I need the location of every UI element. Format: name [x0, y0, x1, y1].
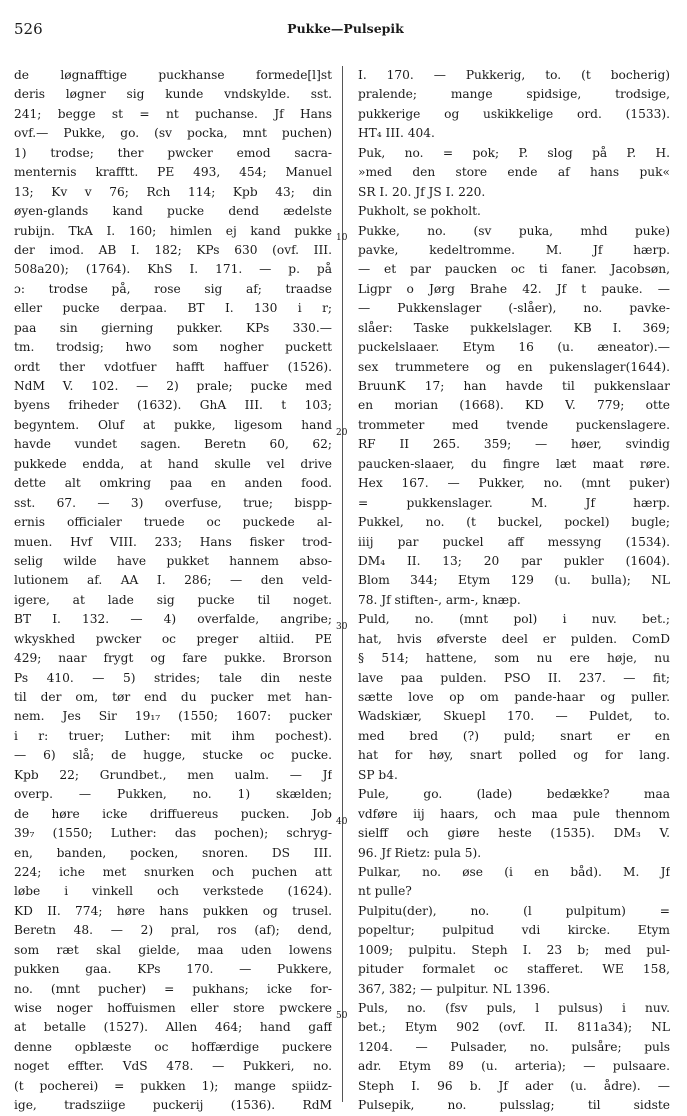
- column-divider: [342, 66, 343, 1102]
- text-line: Pule, go. (lade) bedække? maa: [358, 787, 670, 802]
- text-line: trommeter med tvende puckenslagere.: [358, 417, 670, 432]
- text-line: 78. Jf stiften-, arm-, knæp.: [358, 592, 521, 607]
- text-line: HT₄ III. 404.: [358, 126, 435, 141]
- text-line: de løgnafftige puckhanse formede[l]st: [14, 68, 332, 82]
- text-line: paucken-slaaer, du fingre læt maat røre.: [358, 456, 670, 471]
- left-column: [14, 66, 332, 1116]
- text-line: (t pocherei) = pukken 1); mange spiidz-: [14, 1078, 332, 1093]
- text-line: der imod. AB I. 182; KPs 630 (ovf. III.: [14, 242, 332, 257]
- text-line: = pukkenslager. M. Jf hærp.: [358, 495, 670, 510]
- text-line: 13; Kv v 76; Rch 114; Kpb 43; din: [14, 184, 332, 199]
- text-line: RF II 265. 359; — høer, svindig: [358, 437, 670, 452]
- text-line: I. 170. — Pukkerig, to. (t bocherig): [358, 68, 670, 82]
- text-line: iiij par puckel aff messyng (1534).: [358, 534, 670, 549]
- text-line: 96. Jf Rietz: pula 5).: [358, 845, 482, 860]
- text-line: menternis krafftt. PE 493, 454; Manuel: [14, 165, 332, 180]
- text-line: ordt ther vdotfuer hafft haffuer (1526).: [14, 359, 332, 374]
- text-line: selig wilde have pukket hannem abso-: [14, 553, 332, 568]
- text-line: Pukholt, se pokholt.: [358, 204, 481, 219]
- text-line: havde vundet sagen. Beretn 60, 62;: [14, 437, 332, 452]
- text-line: Blom 344; Etym 129 (u. bulla); NL: [358, 573, 670, 588]
- text-line: pavke, kedeltromme. M. Jf hærp.: [358, 242, 670, 257]
- text-line: Wadskiær, Skuepl 170. — Puldet, to.: [358, 709, 670, 724]
- text-line: Kpb 22; Grundbet., men ualm. — Jf: [14, 767, 332, 782]
- text-line: »med den store ende af hans puk«: [358, 165, 670, 180]
- page-header: [14, 20, 677, 42]
- text-line: — 6) slå; de hugge, stucke oc pucke.: [14, 748, 332, 763]
- text-line: nt pulle?: [358, 884, 412, 899]
- text-line: eller pucke derpaa. BT I. 130 i r;: [14, 301, 332, 316]
- text-line: pukkede endda, at hand skulle vel drive: [14, 456, 332, 471]
- text-line: en morian (1668). KD V. 779; otte: [358, 398, 670, 413]
- text-line: til der om, tør end du pucker met han-: [14, 690, 332, 704]
- text-line: tm. trodsig; hwo som nogher puckett: [14, 340, 332, 355]
- text-line: Pulsepik, no. pulsslag; til sidste: [358, 1098, 670, 1113]
- text-line: BruunK 17; han havde til pukkenslaar: [358, 379, 670, 393]
- right-column: [358, 66, 670, 1116]
- text-line: muen. Hvf VIII. 233; Hans fisker trod-: [14, 534, 332, 549]
- text-line: vdføre iij haars, och maa pule thennom: [358, 806, 670, 821]
- line-number: 20: [336, 428, 348, 438]
- text-line: sex trummetere og en pukenslager(1644).: [358, 359, 670, 374]
- text-line: de høre icke driffuereus pucken. Job: [14, 806, 332, 821]
- text-line: wise noger hoffuismen eller store pwckere: [14, 1001, 332, 1015]
- text-line: øyen-glands kand pucke dend ædelste: [14, 204, 332, 219]
- text-line: i r: truer; Luther: mit ihm pochest).: [14, 728, 332, 743]
- line-number: 30: [336, 622, 348, 632]
- text-line: pituder formalet oc stafferet. WE 158,: [358, 962, 670, 977]
- text-line: overp. — Pukken, no. 1) skælden;: [14, 787, 332, 802]
- text-line: Steph I. 96 b. Jf ader (u. ådre). —: [358, 1078, 670, 1093]
- text-line: med bred (?) puld; snart er en: [358, 728, 670, 743]
- text-line: bet.; Etym 902 (ovf. II. 811a34); NL: [358, 1020, 670, 1035]
- text-line: dette alt omkring paa en anden food.: [14, 476, 332, 491]
- text-line: at betalle (1527). Allen 464; hand gaff: [14, 1020, 332, 1035]
- text-line: sielff och giøre heste (1535). DM₃ V.: [358, 826, 670, 841]
- text-line: adr. Etym 89 (u. arteria); — pulsaare.: [358, 1059, 670, 1074]
- text-line: Puld, no. (mnt pol) i nuv. bet.;: [358, 612, 670, 627]
- text-line: 1) trodse; ther pwcker emod sacra-: [14, 145, 332, 160]
- text-line: Pulkar, no. øse (i en båd). M. Jf: [358, 864, 670, 879]
- text-line: ernis officialer truede oc puckede al-: [14, 515, 332, 530]
- text-line: DM₄ II. 13; 20 par pukler (1604).: [358, 553, 670, 568]
- text-line: § 514; hattene, som nu ere høje, nu: [358, 651, 670, 666]
- text-line: begyntem. Oluf at pukke, ligesom hand: [14, 417, 332, 432]
- text-line: Beretn 48. — 2) pral, ros (af); dend,: [14, 923, 332, 938]
- text-line: Pulpitu(der), no. (l pulpitum) =: [358, 903, 670, 918]
- line-number: 40: [336, 817, 348, 827]
- text-line: — Pukkenslager (-slåer), no. pavke-: [358, 301, 670, 316]
- text-line: 429; naar frygt og fare pukke. Brorson: [14, 651, 332, 666]
- text-line: SR I. 20. Jf JS I. 220.: [358, 184, 486, 199]
- text-line: Hex 167. — Pukker, no. (mnt puker): [358, 476, 670, 491]
- text-line: rubijn. TkA I. 160; himlen ej kand pukke: [14, 223, 332, 238]
- text-line: Puls, no. (fsv puls, l pulsus) i nuv.: [358, 1001, 670, 1015]
- text-line: noget effter. VdS 478. — Pukkeri, no.: [14, 1059, 332, 1074]
- text-line: nem. Jes Sir 19₁₇ (1550; 1607: pucker: [14, 709, 332, 724]
- text-line: en, banden, pocken, snoren. DS III.: [14, 845, 332, 860]
- text-line: BT I. 132. — 4) overfalde, angribe;: [14, 612, 332, 627]
- text-line: ɔ: trodse på, rose sig af; traadse: [14, 281, 332, 296]
- text-line: hat for høy, snart polled og for lang.: [358, 748, 670, 763]
- text-line: pukkerige og uskikkelige ord. (1533).: [358, 106, 670, 121]
- text-line: 224; iche met snurken och puchen att: [14, 864, 332, 879]
- text-line: no. (mnt pucher) = pukhans; icke for-: [14, 981, 332, 996]
- line-number: 10: [336, 233, 348, 243]
- text-line: igere, at lade sig pucke til noget.: [14, 592, 332, 607]
- text-line: paa sin gierning pukker. KPs 330.—: [14, 320, 332, 335]
- text-line: slåer: Taske pukkelslager. KB I. 369;: [358, 320, 670, 335]
- text-line: løbe i vinkell och verkstede (1624).: [14, 884, 332, 899]
- text-line: pralende; mange spidsige, trodsige,: [358, 87, 670, 102]
- text-line: Pukkel, no. (t buckel, pockel) bugle;: [358, 515, 670, 530]
- text-line: som ræt skal gielde, maa uden lowens: [14, 942, 332, 957]
- text-line: puckelslaaer. Etym 16 (u. æneator).—: [358, 340, 670, 355]
- text-line: Puk, no. = pok; P. slog på P. H.: [358, 145, 670, 160]
- text-line: NdM V. 102. — 2) prale; pucke med: [14, 379, 332, 393]
- text-line: 367, 382; — pulpitur. NL 1396.: [358, 981, 551, 996]
- text-line: wkyskhed pwcker oc preger altiid. PE: [14, 631, 332, 646]
- page-number: 526: [14, 20, 43, 38]
- text-line: hat, hvis øfverste deel er pulden. ComD: [358, 631, 670, 646]
- running-title: Pukke—Pulsepik: [287, 21, 404, 36]
- text-line: ige, tradsziige puckerij (1536). RdM: [14, 1098, 332, 1113]
- text-line: 1204. — Pulsader, no. pulsåre; puls: [358, 1039, 670, 1054]
- text-line: Ps 410. — 5) strides; tale din neste: [14, 670, 332, 685]
- text-line: ovf.— Pukke, go. (sv pocka, mnt puchen): [14, 126, 332, 141]
- text-line: sst. 67. — 3) overfuse, true; bispp-: [14, 495, 332, 510]
- text-line: popeltur; pulpitud vdi kircke. Etym: [358, 923, 670, 938]
- text-line: Ligpr o Jørg Brahe 42. Jf t pauke. —: [358, 281, 670, 296]
- text-line: lave paa pulden. PSO II. 237. — fit;: [358, 670, 670, 685]
- text-line: 241; begge st = nt puchanse. Jf Hans: [14, 106, 332, 121]
- line-number: 50: [336, 1011, 348, 1021]
- text-line: Pukke, no. (sv puka, mhd puke): [358, 223, 670, 238]
- text-line: denne opblæste oc hoffærdige puckere: [14, 1039, 332, 1054]
- text-line: byens friheder (1632). GhA III. t 103;: [14, 398, 332, 413]
- text-line: pukken gaa. KPs 170. — Pukkere,: [14, 962, 332, 977]
- text-line: SP b4.: [358, 767, 398, 782]
- text-line: deris løgner sig kunde vndskylde. sst.: [14, 87, 332, 102]
- text-line: 508a20); (1764). KhS I. 171. — p. på: [14, 262, 332, 277]
- text-line: 1009; pulpitu. Steph I. 23 b; med pul-: [358, 942, 670, 957]
- text-line: 39₇ (1550; Luther: das pochen); schryg-: [14, 826, 332, 841]
- text-line: — et par paucken oc ti faner. Jacobsøn,: [358, 262, 670, 277]
- text-line: sætte love op om pande-haar og puller.: [358, 690, 670, 704]
- text-line: lutionem af. AA I. 286; — den veld-: [14, 573, 332, 588]
- text-line: KD II. 774; høre hans pukken og trusel.: [14, 903, 332, 918]
